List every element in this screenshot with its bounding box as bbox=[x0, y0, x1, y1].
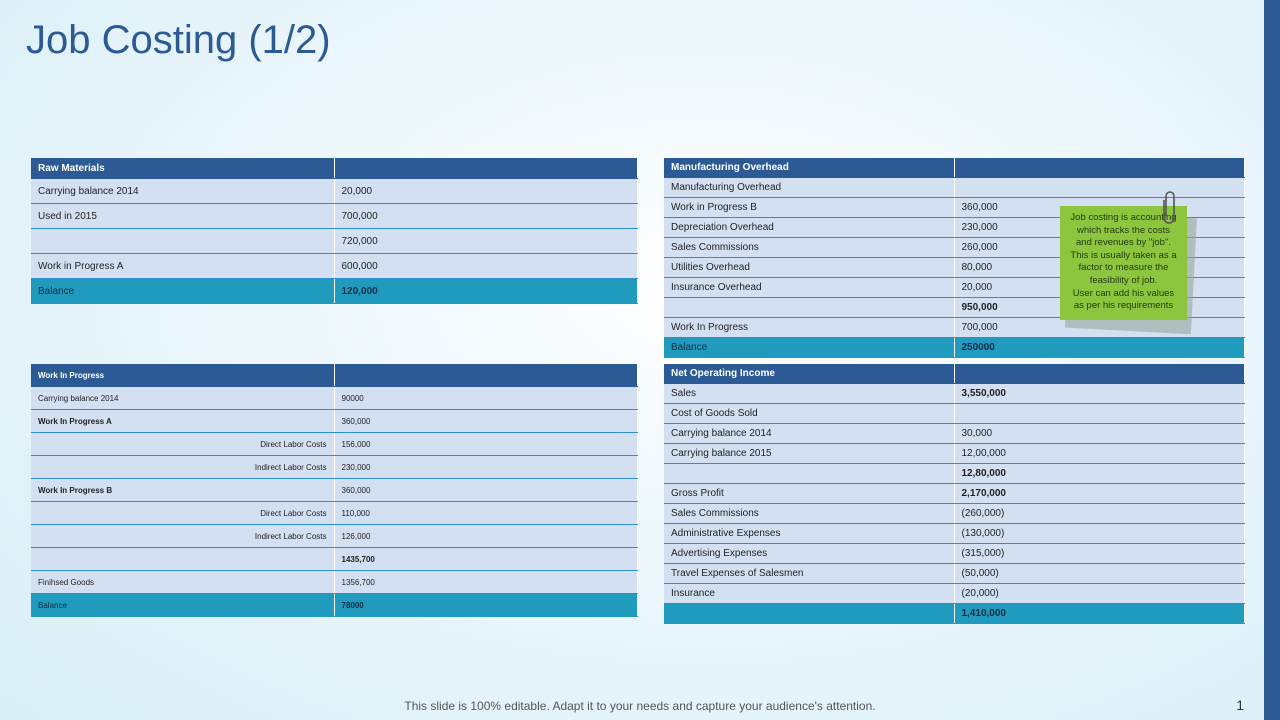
row-value: 30,000 bbox=[954, 424, 1245, 444]
page-title: Job Costing (1/2) bbox=[26, 18, 331, 62]
table-row bbox=[664, 484, 1245, 504]
row-value: 360,000 bbox=[334, 479, 638, 502]
row-label: Work In Progress B bbox=[31, 479, 334, 502]
row-label: Utilities Overhead bbox=[664, 258, 954, 278]
row-label: Manufacturing Overhead bbox=[664, 178, 954, 198]
table-row bbox=[664, 524, 1245, 544]
row-label: Direct Labor Costs bbox=[31, 433, 334, 456]
net-operating-income-table bbox=[664, 364, 1245, 624]
table-row bbox=[31, 548, 638, 571]
balance-label: Balance bbox=[31, 279, 334, 304]
row-value: 1356,700 bbox=[334, 571, 638, 594]
table-row bbox=[31, 254, 638, 279]
row-value: 90000 bbox=[334, 387, 638, 410]
row-label: Finihsed Goods bbox=[31, 571, 334, 594]
paperclip-icon bbox=[1162, 190, 1178, 226]
row-label: Cost of Goods Sold bbox=[664, 404, 954, 424]
table-row bbox=[664, 424, 1245, 444]
footer-text: This slide is 100% editable. Adapt it to your needs and capture your audience's attention. bbox=[404, 699, 876, 713]
row-value: (20,000) bbox=[954, 584, 1245, 604]
row-value: 230,000 bbox=[954, 218, 1245, 238]
row-label bbox=[31, 548, 334, 571]
table-header bbox=[31, 364, 638, 387]
table-row bbox=[664, 444, 1245, 464]
table-row bbox=[664, 584, 1245, 604]
balance-value: 120,000 bbox=[334, 279, 638, 304]
row-value: 720,000 bbox=[334, 229, 638, 254]
row-value: 12,00,000 bbox=[954, 444, 1245, 464]
header-value bbox=[954, 158, 1245, 178]
table-row bbox=[31, 571, 638, 594]
balance-value: 250000 bbox=[954, 338, 1245, 358]
note-line: This is usually taken as a bbox=[1070, 249, 1177, 261]
header-value bbox=[954, 364, 1245, 384]
row-value: (50,000) bbox=[954, 564, 1245, 584]
row-label: Administrative Expenses bbox=[664, 524, 954, 544]
row-value: 600,000 bbox=[334, 254, 638, 279]
row-label bbox=[31, 229, 334, 254]
table-row bbox=[31, 479, 638, 502]
table-row bbox=[664, 544, 1245, 564]
row-value: 260,000 bbox=[954, 238, 1245, 258]
table-header bbox=[664, 158, 1245, 178]
row-label: Used in 2015 bbox=[31, 204, 334, 229]
row-label: Indirect Labor Costs bbox=[31, 456, 334, 479]
header-value bbox=[334, 158, 638, 179]
table-row bbox=[31, 204, 638, 229]
row-label: Carrying balance 2015 bbox=[664, 444, 954, 464]
row-label: Travel Expenses of Salesmen bbox=[664, 564, 954, 584]
row-label: Gross Profit bbox=[664, 484, 954, 504]
row-label: Insurance Overhead bbox=[664, 278, 954, 298]
row-value: 3,550,000 bbox=[954, 384, 1245, 404]
header-label: Work In Progress bbox=[31, 364, 334, 387]
row-label: Work in Progress B bbox=[664, 198, 954, 218]
table-row bbox=[664, 404, 1245, 424]
row-value: 20,000 bbox=[954, 278, 1245, 298]
row-value: 126,000 bbox=[334, 525, 638, 548]
table-row bbox=[31, 433, 638, 456]
row-label: Work In Progress bbox=[664, 318, 954, 338]
row-label: Sales Commissions bbox=[664, 238, 954, 258]
row-label: Work in Progress A bbox=[31, 254, 334, 279]
table-row bbox=[664, 564, 1245, 584]
table-row bbox=[31, 179, 638, 204]
row-value: 700,000 bbox=[334, 204, 638, 229]
row-value bbox=[954, 404, 1245, 424]
table-row bbox=[31, 410, 638, 433]
table-row bbox=[31, 502, 638, 525]
row-label: Depreciation Overhead bbox=[664, 218, 954, 238]
row-value: 156,000 bbox=[334, 433, 638, 456]
table-row bbox=[31, 387, 638, 410]
row-value: 12,80,000 bbox=[954, 464, 1245, 484]
note-line: factor to measure the bbox=[1078, 262, 1169, 274]
row-value bbox=[954, 178, 1245, 198]
header-label: Net Operating Income bbox=[664, 364, 954, 384]
header-label: Raw Materials bbox=[31, 158, 334, 179]
work-in-progress-table bbox=[31, 364, 638, 617]
balance-label: Balance bbox=[664, 338, 954, 358]
balance-row bbox=[664, 604, 1245, 624]
row-label bbox=[664, 298, 954, 318]
balance-row bbox=[664, 338, 1245, 358]
balance-value: 1,410,000 bbox=[954, 604, 1245, 624]
row-label: Insurance bbox=[664, 584, 954, 604]
row-value: 950,000 bbox=[954, 298, 1245, 318]
row-value: 110,000 bbox=[334, 502, 638, 525]
table-header bbox=[31, 158, 638, 179]
note-line: feasibility of job. bbox=[1089, 274, 1158, 286]
note-line: as per his requirements bbox=[1073, 300, 1174, 312]
balance-label: Balance bbox=[31, 594, 334, 617]
table-row bbox=[31, 229, 638, 254]
row-label bbox=[664, 464, 954, 484]
row-value: 230,000 bbox=[334, 456, 638, 479]
row-value: (260,000) bbox=[954, 504, 1245, 524]
table-row bbox=[31, 456, 638, 479]
table-row bbox=[664, 504, 1245, 524]
row-value: (130,000) bbox=[954, 524, 1245, 544]
note-line: which tracks the costs bbox=[1077, 224, 1170, 236]
row-label: Carrying balance 2014 bbox=[31, 179, 334, 204]
row-value: 360,000 bbox=[334, 410, 638, 433]
balance-row bbox=[31, 594, 638, 617]
note-line: and revenues by "job". bbox=[1076, 237, 1171, 249]
row-value: 1435,700 bbox=[334, 548, 638, 571]
row-label: Indirect Labor Costs bbox=[31, 525, 334, 548]
note-line: Job costing is accounting bbox=[1070, 212, 1177, 223]
row-value: 20,000 bbox=[334, 179, 638, 204]
note-line: User can add his values bbox=[1072, 287, 1175, 299]
raw-materials-table bbox=[31, 158, 638, 304]
row-value: 700,000 bbox=[954, 318, 1245, 338]
header-value bbox=[334, 364, 638, 387]
row-label: Direct Labor Costs bbox=[31, 502, 334, 525]
row-label: Carrying balance 2014 bbox=[31, 387, 334, 410]
row-label: Carrying balance 2014 bbox=[664, 424, 954, 444]
table-row bbox=[31, 525, 638, 548]
header-label: Manufacturing Overhead bbox=[664, 158, 954, 178]
row-value: 2,170,000 bbox=[954, 484, 1245, 504]
row-label: Sales Commissions bbox=[664, 504, 954, 524]
row-label: Sales bbox=[664, 384, 954, 404]
page-number: 1 bbox=[1236, 697, 1244, 713]
table-header bbox=[664, 364, 1245, 384]
balance-row bbox=[31, 279, 638, 304]
right-accent-bar bbox=[1264, 0, 1280, 720]
table-row bbox=[664, 178, 1245, 198]
balance-value: 78000 bbox=[334, 594, 638, 617]
table-row bbox=[664, 384, 1245, 404]
row-label: Advertising Expenses bbox=[664, 544, 954, 564]
row-value: 360,000 bbox=[954, 198, 1245, 218]
table-row bbox=[664, 464, 1245, 484]
row-label: Work In Progress A bbox=[31, 410, 334, 433]
balance-label bbox=[664, 604, 954, 624]
row-value: (315,000) bbox=[954, 544, 1245, 564]
row-value: 80,000 bbox=[954, 258, 1245, 278]
